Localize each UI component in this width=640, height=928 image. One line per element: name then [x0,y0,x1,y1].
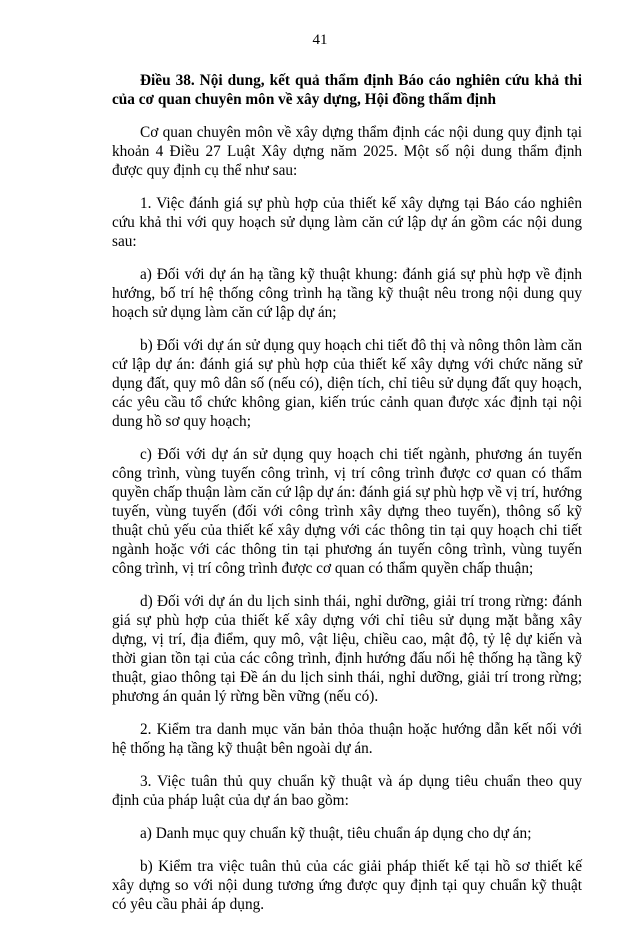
clause-3-paragraph: 3. Việc tuân thủ quy chuẩn kỹ thuật và áp dụng tiêu chuẩn theo quy định của pháp luật của dự án bao gồm: [112,773,582,809]
page-number: 41 [312,32,328,48]
clause-1c-paragraph: c) Đối với dự án sử dụng quy hoạch chi tiết ngành, phương án tuyến công trình, vùng tuyến công trình, vị trí công trình được cơ quan có thẩm quyền chấp thuận làm căn cứ lập dự án: đánh giá sự phù hợp về vị trí, hướng tuyến, vùng tuyến (đối với công trình xây dựng theo tuyến), thông số kỹ thuật chủ yếu của thiết kế xây dựng với các thông tin tại quy hoạch chi tiết ngành hoặc với các thông tin tại phương án tuyến công trình, vùng tuyến công trình, vị trí công trình được cơ quan có thẩm quyền chấp thuận; [112,446,582,577]
clause-1d-paragraph: d) Đối với dự án du lịch sinh thái, nghỉ dưỡng, giải trí trong rừng: đánh giá sự phù hợp của thiết kế xây dựng với chỉ tiêu sử dụng mặt bằng xây dựng, vị trí, địa điểm, quy mô, vật liệu, chiều cao, mật độ, tỷ lệ dự kiến và thời gian tồn tại của các công trình, định hướng đấu nối hệ thống hạ tầng kỹ thuật, giao thông tại Đề án du lịch sinh thái, nghỉ dưỡng, giải trí trong rừng; phương án quản lý rừng bền vững (nếu có). [112,593,582,705]
clause-2-paragraph: 2. Kiểm tra danh mục văn bản thỏa thuận hoặc hướng dẫn kết nối với hệ thống hạ tầng kỹ thuật bên ngoài dự án. [112,721,582,757]
article-heading: Điều 38. Nội dung, kết quả thẩm định Báo cáo nghiên cứu khả thi của cơ quan chuyên môn về xây dựng, Hội đồng thẩm định [112,72,582,108]
clause-1-paragraph: 1. Việc đánh giá sự phù hợp của thiết kế xây dựng tại Báo cáo nghiên cứu khả thi với quy hoạch sử dụng làm căn cứ lập dự án gồm các nội dung sau: [112,195,582,250]
clause-3b-paragraph: b) Kiểm tra việc tuân thủ của các giải pháp thiết kế tại hồ sơ thiết kế xây dựng so với nội dung tương ứng được quy định tại quy chuẩn kỹ thuật có yêu cầu phải áp dụng. [112,858,582,913]
document-body [112,71,582,928]
clause-1a-paragraph: a) Đối với dự án hạ tầng kỹ thuật khung: đánh giá sự phù hợp về định hướng, bố trí hệ thống công trình hạ tầng kỹ thuật nêu trong nội dung quy hoạch sử dụng làm căn cứ lập dự án; [112,266,582,321]
intro-paragraph: Cơ quan chuyên môn về xây dựng thẩm định các nội dung quy định tại khoản 4 Điều 27 Luật Xây dựng năm 2025. Một số nội dung thẩm định được quy định cụ thể như sau: [112,124,582,179]
clause-1b-paragraph: b) Đối với dự án sử dụng quy hoạch chi tiết đô thị và nông thôn làm căn cứ lập dự án: đánh giá sự phù hợp của thiết kế xây dựng với chức năng sử dụng đất, quy mô dân số (nếu có), diện tích, chỉ tiêu sử dụng đất quy hoạch, các yêu cầu tổ chức không gian, kiến trúc cảnh quan được xác định tại nội dung hồ sơ quy hoạch; [112,337,582,430]
clause-3a-paragraph: a) Danh mục quy chuẩn kỹ thuật, tiêu chuẩn áp dụng cho dự án; [140,825,532,842]
